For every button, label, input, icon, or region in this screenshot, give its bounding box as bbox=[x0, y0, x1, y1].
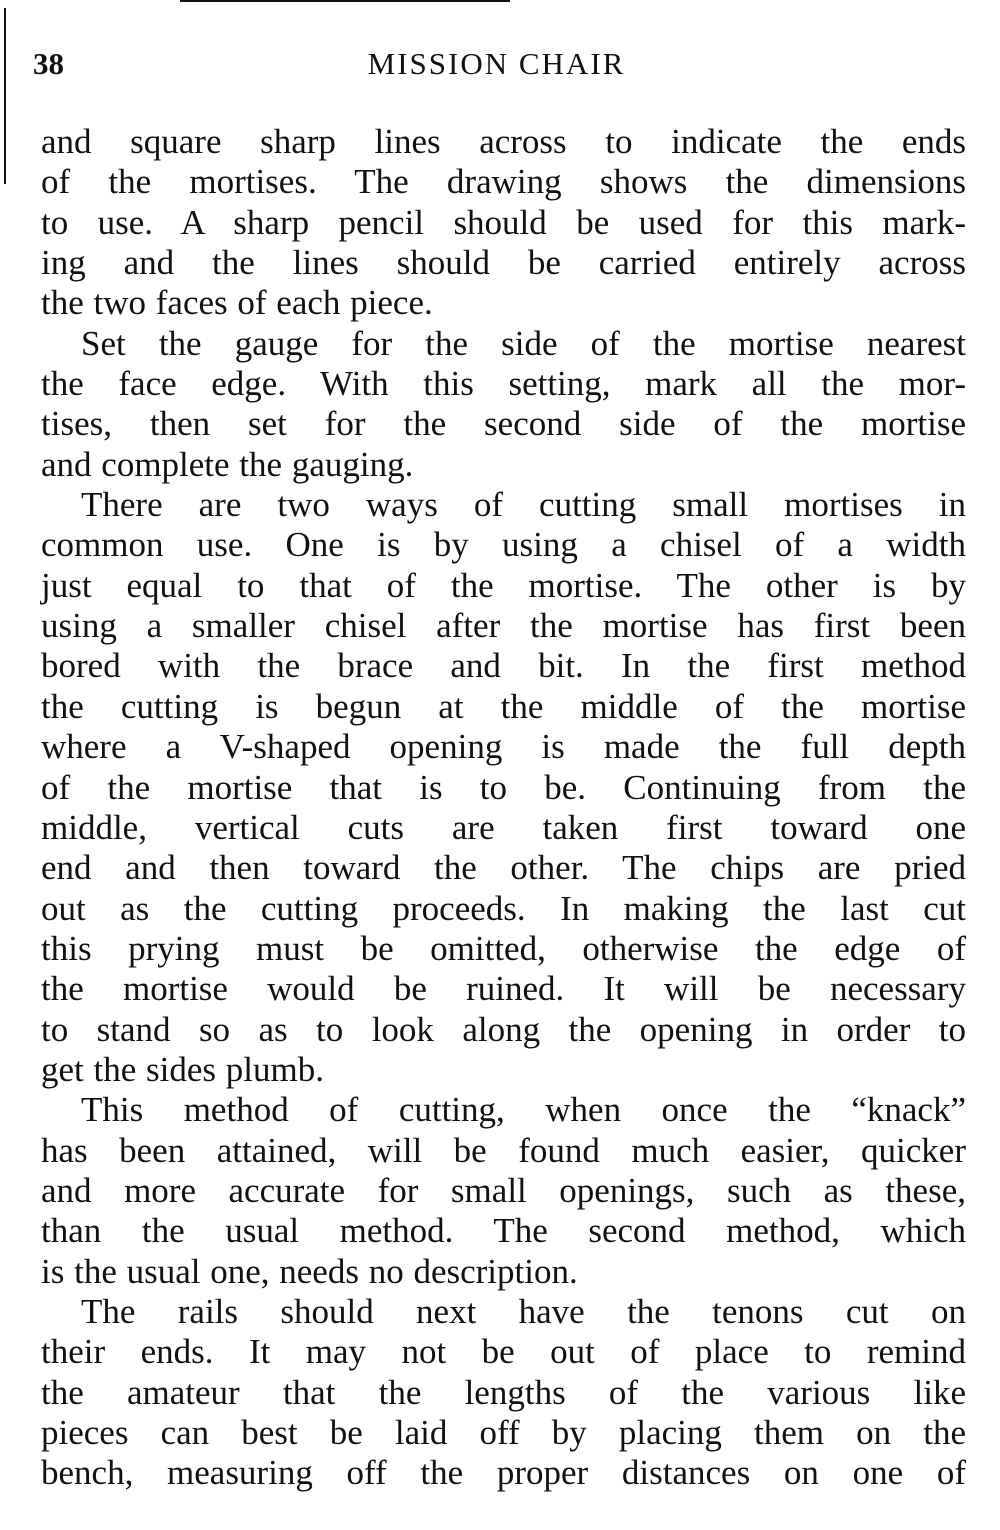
text-line: common use. One is by using a chisel of a width bbox=[41, 525, 966, 565]
top-border-line bbox=[180, 0, 510, 2]
text-line: middle, vertical cuts are taken first toward one bbox=[41, 807, 966, 847]
text-line: just equal to that of the mortise. The other is by bbox=[41, 565, 966, 605]
text-line: than the usual method. The second method, which bbox=[41, 1211, 966, 1251]
text-line: of the mortise that is to be. Continuing from the bbox=[41, 767, 966, 807]
page-body bbox=[41, 122, 966, 1494]
text-line: and complete the gauging. bbox=[41, 444, 414, 484]
text-line: the face edge. With this setting, mark all the mor- bbox=[41, 364, 966, 404]
text-line: pieces can best be laid off by placing them on the bbox=[41, 1413, 966, 1452]
text-line: There are two ways of cutting small mortises in bbox=[81, 485, 966, 525]
text-line: of the mortises. The drawing shows the dimensions bbox=[41, 162, 966, 202]
text-line: has been attained, will be found much easier, quicker bbox=[41, 1130, 966, 1170]
text-line: ing and the lines should be carried entirely across bbox=[41, 243, 966, 283]
text-line: to stand so as to look along the opening in order to bbox=[41, 1009, 966, 1049]
text-line: is the usual one, needs no description. bbox=[41, 1251, 578, 1291]
text-line: the cutting is begun at the middle of the mortise bbox=[41, 686, 966, 726]
text-line: This method of cutting, when once the “knack” bbox=[81, 1090, 966, 1130]
text-line: bench, measuring off the proper distances on one of bbox=[41, 1453, 966, 1493]
text-line: get the sides plumb. bbox=[41, 1049, 324, 1089]
text-line: bored with the brace and bit. In the first method bbox=[41, 646, 966, 686]
text-line: the amateur that the lengths of the various like bbox=[41, 1372, 966, 1412]
text-line: the mortise would be ruined. It will be necessary bbox=[41, 969, 966, 1009]
text-line: to use. A sharp pencil should be used for this mark- bbox=[41, 202, 966, 242]
text-line: their ends. It may not be out of place to remind bbox=[41, 1332, 966, 1372]
text-line: using a smaller chisel after the mortise has first been bbox=[41, 606, 966, 646]
text-line: The rails should next have the tenons cut on bbox=[81, 1291, 966, 1331]
text-line: end and then toward the other. The chips are pried bbox=[41, 848, 966, 888]
page-number: 38 bbox=[33, 46, 64, 81]
text-line: and more accurate for small openings, such as these, bbox=[41, 1170, 966, 1210]
text-line: and square sharp lines across to indicate the ends bbox=[41, 122, 966, 161]
text-line: this prying must be omitted, otherwise the edge of bbox=[41, 928, 966, 968]
running-title: MISSION CHAIR bbox=[367, 46, 626, 81]
text-line: Set the gauge for the side of the mortise nearest bbox=[81, 323, 966, 363]
left-border-line bbox=[4, 8, 6, 184]
text-line: out as the cutting proceeds. In making the last cut bbox=[41, 888, 966, 928]
text-line: where a V-shaped opening is made the full depth bbox=[41, 727, 966, 767]
text-line: the two faces of each piece. bbox=[41, 283, 433, 323]
text-line: tises, then set for the second side of the mortise bbox=[41, 404, 966, 444]
page-header bbox=[33, 40, 960, 90]
